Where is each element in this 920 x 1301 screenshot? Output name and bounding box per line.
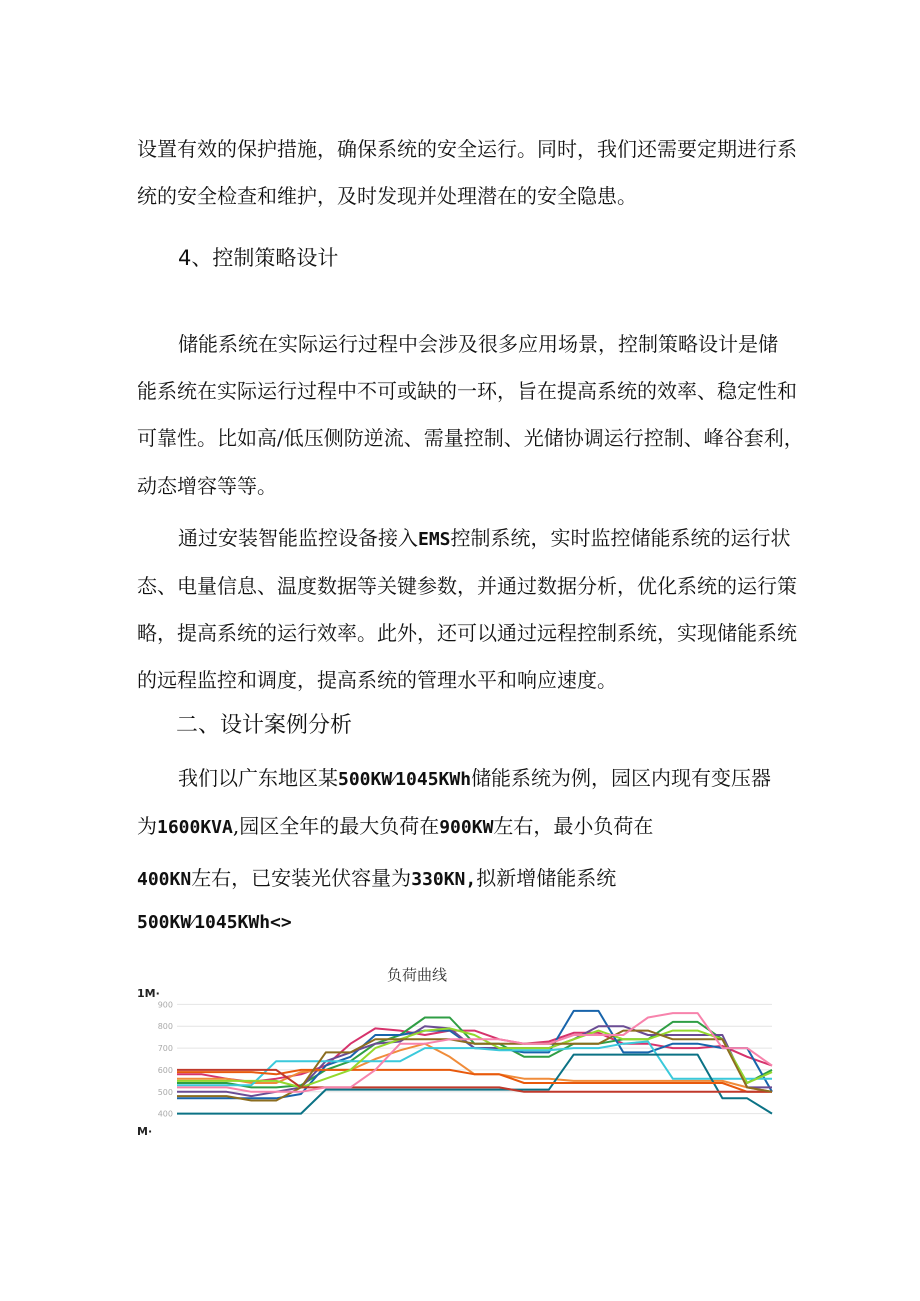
load-curve-chart	[137, 960, 787, 1150]
transformer-capacity: 1600KVA	[157, 817, 233, 838]
y-tick-label: 500	[157, 1087, 173, 1097]
chart-title: 负荷曲线	[386, 966, 448, 984]
y-tick-labels	[158, 1000, 173, 1118]
series-line-s7	[177, 1055, 772, 1114]
para-top-line-2: 统的安全检查和维护，及时发现并处理潜在的安全隐患。	[137, 184, 637, 208]
y-tick-label: 600	[157, 1065, 173, 1075]
min-load: 400KN	[137, 869, 192, 890]
section-heading-control-strategy: 4、控制策略设计	[178, 246, 339, 270]
max-load: 900KW	[439, 817, 494, 838]
case-text: 左右，已安装光伏容量为	[191, 866, 412, 890]
y-tick-label: 700	[157, 1044, 173, 1054]
para-ems-line-3: 略，提高系统的运行效率。此外，还可以通过远程控制系统，实现储能系统	[137, 621, 797, 645]
para-strategy-line-1: 储能系统在实际运行过程中会涉及很多应用场景，控制策略设计是储	[178, 332, 778, 356]
pv-capacity: 330KN,	[411, 869, 477, 890]
para-ems-line-4: 的远程监控和调度，提高系统的管理水平和响应速度。	[137, 668, 617, 692]
case-text: 左右，最小负荷在	[493, 814, 654, 838]
case-text: ,园区全年的最大负荷在	[232, 814, 440, 838]
case-text: 我们以广东地区某	[178, 766, 338, 790]
para-ems-text-c: 控制系统，实时监控储能系统的运行状	[450, 526, 791, 550]
y-axis-bottom-label: M·	[137, 1125, 153, 1138]
y-axis-top-label: 1M·	[137, 987, 160, 1000]
case-text: 拟新增储能系统	[476, 866, 617, 890]
case-line-2	[137, 810, 653, 839]
ems-term: EMS	[418, 529, 451, 550]
para-ems-text-a: 通过安装智能监控设备接入	[178, 526, 418, 550]
y-tick-label: 900	[157, 1000, 173, 1010]
para-top-line-1: 设置有效的保护措施，确保系统的安全运行。同时，我们还需要定期进行系	[137, 137, 797, 161]
series-line-s3	[177, 1018, 772, 1088]
para-strategy-line-4: 动态增容等等。	[137, 474, 277, 498]
case-line-3	[137, 862, 616, 891]
para-ems-line-1	[178, 522, 791, 551]
case-text: 储能系统为例，园区内现有变压器	[471, 766, 772, 790]
para-ems-line-2: 态、电量信息、温度数据等关键参数，并通过数据分析，优化系统的运行策	[137, 574, 797, 598]
case-spec-value: 500KW⁄1045KWh	[338, 769, 472, 790]
para-strategy-line-2: 能系统在实际运行过程中不可或缺的一环，旨在提高系统的效率、稳定性和	[137, 379, 797, 403]
para-strategy-line-3: 可靠性。比如高/低压侧防逆流、需量控制、光储协调运行控制、峰谷套利，	[137, 426, 804, 450]
section-heading-case-analysis: 二、设计案例分析	[176, 713, 353, 738]
case-line-1	[178, 762, 771, 791]
y-tick-label: 400	[157, 1109, 173, 1119]
y-tick-label: 800	[157, 1022, 173, 1032]
case-text: 为	[137, 814, 157, 838]
series-line-s5	[177, 1026, 772, 1096]
chart-gridlines	[177, 1004, 772, 1113]
series-line-s2	[177, 1044, 772, 1092]
case-line-4: 500KW⁄1045KWh<>	[137, 912, 292, 933]
